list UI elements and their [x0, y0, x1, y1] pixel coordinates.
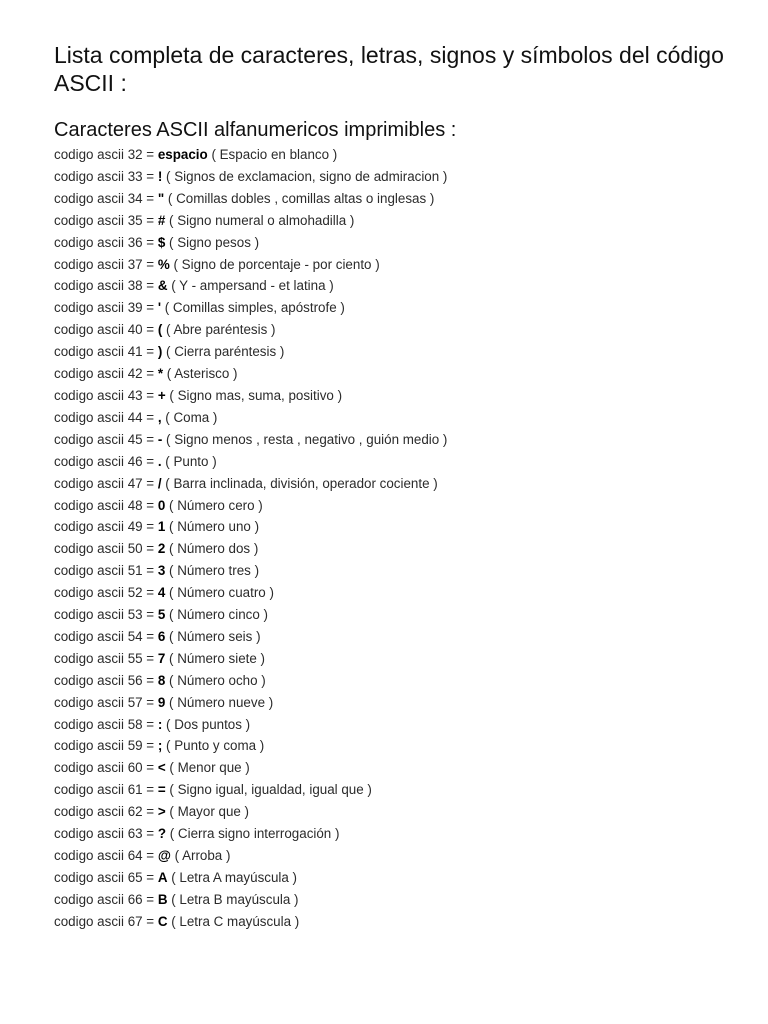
entry-description: ( Signo igual, igualdad, igual que ): [165, 782, 372, 798]
entry-description: ( Cierra signo interrogación ): [166, 826, 340, 842]
entry-symbol: (: [157, 322, 163, 338]
entry-symbol: 7: [157, 650, 166, 666]
entry-code-label: codigo ascii 66 =: [54, 891, 158, 907]
entry-code-label: codigo ascii 52 =: [54, 585, 158, 601]
list-item: [54, 538, 734, 560]
list-item: [54, 801, 734, 823]
entry-code-label: codigo ascii 51 =: [54, 563, 158, 579]
entry-description: ( Mayor que ): [165, 804, 250, 820]
entry-description: ( Cierra paréntesis ): [162, 344, 285, 360]
entry-description: ( Número tres ): [165, 563, 260, 579]
list-item: [54, 692, 734, 714]
entry-symbol: /: [157, 475, 162, 491]
ascii-entry-list: [54, 144, 734, 933]
entry-code-label: codigo ascii 34 =: [54, 190, 158, 206]
entry-symbol: $: [157, 234, 166, 250]
entry-code-label: codigo ascii 67 =: [54, 913, 158, 929]
entry-symbol: 8: [157, 672, 166, 688]
entry-symbol: ): [157, 344, 163, 360]
entry-code-label: codigo ascii 64 =: [54, 848, 158, 863]
list-item: [54, 451, 734, 473]
entry-code-label: codigo ascii 59 =: [54, 738, 158, 754]
entry-description: ( Signo numeral o almohadilla ): [165, 212, 355, 228]
list-item: [54, 385, 734, 407]
entry-symbol: =: [157, 782, 166, 798]
list-item: [54, 166, 734, 188]
entry-symbol: ,: [157, 409, 162, 425]
entry-description: ( Signo de porcentaje - por ciento ): [169, 256, 380, 272]
entry-code-label: codigo ascii 32 =: [54, 147, 158, 162]
entry-symbol: !: [157, 168, 163, 184]
entry-symbol: >: [157, 804, 166, 820]
entry-code-label: codigo ascii 39 =: [54, 300, 158, 316]
entry-description: ( Y - ampersand - et latina ): [167, 278, 334, 294]
entry-description: ( Letra B mayúscula ): [167, 891, 299, 907]
list-item: [54, 341, 734, 363]
entry-description: ( Asterisco ): [163, 366, 238, 382]
entry-symbol: 2: [157, 541, 166, 557]
entry-symbol: ": [157, 190, 165, 206]
entry-symbol: *: [157, 366, 164, 382]
entry-code-label: codigo ascii 57 =: [54, 694, 158, 710]
list-item: [54, 319, 734, 341]
entry-symbol: 4: [157, 585, 166, 601]
entry-code-label: codigo ascii 46 =: [54, 453, 158, 469]
entry-description: ( Menor que ): [165, 760, 250, 776]
entry-description: ( Arroba ): [170, 848, 231, 863]
entry-description: ( Número ocho ): [165, 672, 266, 688]
list-item: [54, 429, 734, 451]
entry-code-label: codigo ascii 47 =: [54, 475, 158, 491]
entry-symbol: 5: [157, 607, 166, 623]
list-item: [54, 889, 734, 911]
list-item: [54, 188, 734, 210]
entry-symbol: -: [157, 431, 163, 447]
entry-code-label: codigo ascii 43 =: [54, 387, 158, 403]
entry-code-label: codigo ascii 40 =: [54, 322, 158, 338]
list-item: [54, 210, 734, 232]
entry-code-label: codigo ascii 37 =: [54, 256, 158, 272]
list-item: [54, 714, 734, 736]
entry-code-label: codigo ascii 45 =: [54, 431, 158, 447]
entry-code-label: codigo ascii 63 =: [54, 826, 158, 842]
entry-description: ( Letra C mayúscula ): [167, 913, 300, 929]
entry-description: ( Comillas simples, apóstrofe ): [161, 300, 345, 316]
list-item: [54, 735, 734, 757]
list-item: [54, 144, 734, 166]
entry-description: ( Abre paréntesis ): [162, 322, 276, 338]
entry-description: ( Comillas dobles , comillas altas o inglesas ): [164, 190, 435, 206]
section-title: Caracteres ASCII alfanumericos imprimibles :: [54, 119, 457, 141]
entry-symbol: 0: [157, 497, 166, 513]
entry-symbol: 3: [157, 563, 166, 579]
list-item: [54, 407, 734, 429]
entry-description: ( Letra A mayúscula ): [167, 869, 298, 885]
list-item: [54, 823, 734, 845]
entry-code-label: codigo ascii 65 =: [54, 869, 158, 885]
list-item: [54, 779, 734, 801]
entry-symbol: +: [157, 387, 166, 403]
entry-code-label: codigo ascii 60 =: [54, 760, 158, 776]
list-item: [54, 604, 734, 626]
entry-description: ( Espacio en blanco ): [207, 147, 338, 162]
entry-description: ( Signos de exclamacion, signo de admiracion ): [162, 168, 448, 184]
entry-code-label: codigo ascii 53 =: [54, 607, 158, 623]
document-page: [54, 41, 734, 933]
entry-symbol: #: [157, 212, 166, 228]
entry-code-label: codigo ascii 35 =: [54, 212, 158, 228]
entry-code-label: codigo ascii 44 =: [54, 409, 158, 425]
entry-description: ( Signo mas, suma, positivo ): [165, 387, 343, 403]
entry-description: ( Número cero ): [165, 497, 263, 513]
page-title: Lista completa de caracteres, letras, signos y símbolos del código ASCII :: [54, 42, 724, 96]
entry-symbol: 1: [157, 519, 166, 535]
entry-description: ( Barra inclinada, división, operador cociente ): [161, 475, 438, 491]
entry-code-label: codigo ascii 61 =: [54, 782, 158, 798]
entry-code-label: codigo ascii 55 =: [54, 650, 158, 666]
entry-description: ( Número nueve ): [165, 694, 274, 710]
entry-code-label: codigo ascii 49 =: [54, 519, 158, 535]
entry-symbol: <: [157, 760, 166, 776]
list-item: [54, 626, 734, 648]
entry-description: ( Número seis ): [165, 628, 261, 644]
entry-code-label: codigo ascii 38 =: [54, 278, 158, 294]
entry-description: ( Coma ): [161, 409, 218, 425]
entry-symbol: C: [157, 913, 168, 929]
entry-symbol: @: [157, 848, 171, 863]
entry-symbol: ?: [157, 826, 167, 842]
list-item: [54, 297, 734, 319]
entry-description: ( Signo menos , resta , negativo , guión medio ): [162, 431, 448, 447]
list-item: [54, 648, 734, 670]
list-item: [54, 757, 734, 779]
entry-description: ( Dos puntos ): [162, 716, 251, 732]
entry-description: ( Número dos ): [165, 541, 259, 557]
list-item: [54, 670, 734, 692]
entry-symbol: A: [157, 869, 168, 885]
entry-description: ( Número cuatro ): [165, 585, 274, 601]
list-item: [54, 363, 734, 385]
list-item: [54, 582, 734, 604]
entry-symbol: :: [157, 716, 163, 732]
entry-symbol: &: [157, 278, 168, 294]
entry-code-label: codigo ascii 33 =: [54, 168, 158, 184]
entry-code-label: codigo ascii 50 =: [54, 541, 158, 557]
entry-code-label: codigo ascii 62 =: [54, 804, 158, 820]
entry-code-label: codigo ascii 54 =: [54, 628, 158, 644]
list-item: [54, 867, 734, 889]
entry-description: ( Punto y coma ): [162, 738, 265, 754]
entry-symbol: B: [157, 891, 168, 907]
list-item: [54, 232, 734, 254]
list-item: [54, 275, 734, 297]
entry-symbol: 9: [157, 694, 166, 710]
entry-description: ( Signo pesos ): [165, 234, 260, 250]
entry-code-label: codigo ascii 58 =: [54, 716, 158, 732]
list-item: [54, 254, 734, 276]
entry-code-label: codigo ascii 48 =: [54, 497, 158, 513]
entry-symbol: .: [157, 453, 162, 469]
list-item: [54, 473, 734, 495]
entry-code-label: codigo ascii 41 =: [54, 344, 158, 360]
entry-description: ( Número uno ): [165, 519, 260, 535]
entry-symbol: %: [157, 256, 170, 272]
entry-description: ( Número cinco ): [165, 607, 268, 623]
entry-code-label: codigo ascii 42 =: [54, 366, 158, 382]
list-item: [54, 495, 734, 517]
list-item: [54, 516, 734, 538]
entry-code-label: codigo ascii 36 =: [54, 234, 158, 250]
entry-symbol: espacio: [157, 147, 208, 162]
entry-description: ( Punto ): [161, 453, 217, 469]
entry-symbol: ;: [157, 738, 163, 754]
entry-code-label: codigo ascii 56 =: [54, 672, 158, 688]
list-item: [54, 560, 734, 582]
list-item: [54, 845, 734, 867]
entry-description: ( Número siete ): [165, 650, 266, 666]
list-item: [54, 911, 734, 933]
entry-symbol: 6: [157, 628, 166, 644]
entry-symbol: ': [157, 300, 162, 316]
